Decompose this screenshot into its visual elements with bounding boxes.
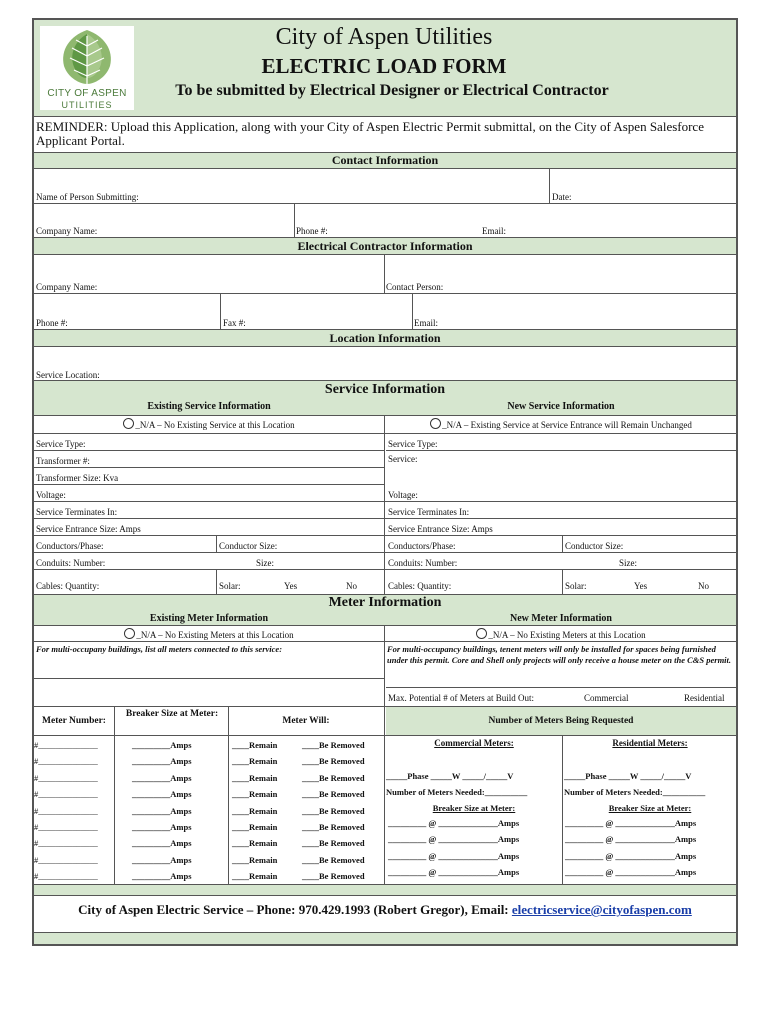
meter-remain-option[interactable]: ____Remain — [232, 871, 278, 881]
new-conduit-size-field[interactable]: Size: — [619, 558, 637, 568]
meter-be-removed-option[interactable]: ____Be Removed — [302, 740, 365, 750]
meter-be-removed-option[interactable]: ____Be Removed — [302, 806, 365, 816]
meter-be-removed-option[interactable]: ____Be Removed — [302, 789, 365, 799]
commercial-breaker-field[interactable]: _________ @ ______________Amps — [388, 866, 520, 877]
footer-contact — [34, 902, 736, 918]
col-number-requested: Number of Meters Being Requested — [488, 716, 634, 726]
new-meter-na-radio[interactable] — [476, 628, 487, 639]
new-meter-heading: New Meter Information — [509, 613, 612, 624]
meter-remain-option[interactable]: ____Remain — [232, 806, 278, 816]
breaker-amps-field[interactable]: _________Amps — [132, 756, 192, 766]
commercial-breaker-heading: Breaker Size at Meter: — [432, 803, 516, 813]
existing-service-type-field[interactable]: Service Type: — [36, 439, 86, 449]
new-service-na-label: _N/A – Existing Service at Service Entrance will Remain Unchanged — [442, 420, 692, 430]
meter-number-field[interactable]: #______________ — [34, 838, 98, 848]
new-service-terminates-field[interactable]: Service Terminates In: — [388, 507, 470, 517]
contractor-fax-field[interactable]: Fax #: — [223, 318, 246, 328]
existing-transformer-number-field[interactable]: Transformer #: — [36, 456, 90, 466]
residential-breaker-field[interactable]: _________ @ ______________Amps — [565, 850, 697, 861]
service-section-header — [34, 380, 736, 416]
new-conduits-number-field[interactable]: Conduits: Number: — [388, 558, 458, 568]
aspen-leaf-icon — [40, 26, 134, 88]
meter-remain-option[interactable]: ____Remain — [232, 838, 278, 848]
breaker-amps-field[interactable]: _________Amps — [132, 822, 192, 832]
new-service-entrance-field[interactable]: Service Entrance Size: Amps — [388, 524, 493, 534]
footer-bottom-fill — [34, 933, 736, 946]
commercial-breaker-field[interactable]: _________ @ ______________Amps — [388, 834, 520, 845]
city-logo — [40, 26, 134, 110]
location-section-heading: Location Information — [34, 329, 736, 347]
form-subtitle: ELECTRIC LOAD FORM — [261, 54, 507, 78]
existing-cables-quantity-field[interactable]: Cables: Quantity: — [36, 581, 100, 591]
max-residential-field[interactable]: Residential — [684, 693, 725, 703]
existing-service-heading: Existing Service Information — [147, 401, 271, 412]
meter-number-field[interactable]: #______________ — [34, 756, 98, 766]
contractor-section-heading: Electrical Contractor Information — [34, 237, 736, 255]
new-service-field[interactable]: Service: — [388, 454, 418, 464]
new-service-heading: New Service Information — [507, 401, 615, 412]
existing-service-entrance-field[interactable]: Service Entrance Size: Amps — [36, 524, 141, 534]
contractor-phone-field[interactable]: Phone #: — [36, 318, 68, 328]
footer-top-fill — [34, 885, 736, 895]
breaker-amps-field[interactable]: _________Amps — [132, 838, 192, 848]
new-solar-no-option[interactable]: No — [698, 581, 709, 591]
existing-conduit-size-field[interactable]: Size: — [256, 558, 274, 568]
residential-meters-heading: Residential Meters: — [612, 738, 688, 748]
commercial-breaker-field[interactable]: _________ @ ______________Amps — [388, 818, 520, 828]
commercial-meters-needed-field[interactable]: Number of Meters Needed:__________ — [386, 787, 528, 797]
form-title: City of Aspen Utilities — [275, 24, 493, 50]
max-potential-meters-label: Max. Potential # of Meters at Build Out: — [388, 693, 534, 703]
commercial-meters-heading: Commercial Meters: — [434, 738, 514, 748]
existing-meter-note: For multi-occupany buildings, list all meters connected to this service: — [36, 644, 283, 654]
electric-load-form — [32, 18, 738, 946]
new-conductor-size-field[interactable]: Conductor Size: — [565, 541, 624, 551]
meter-remain-option[interactable]: ____Remain — [232, 773, 278, 783]
commercial-phase-field[interactable]: _____Phase _____W _____/_____V — [386, 771, 514, 781]
footer-email-link[interactable]: electricservice@cityofaspen.com — [511, 902, 692, 917]
meter-number-field[interactable]: #______________ — [34, 871, 98, 881]
residential-breaker-field[interactable]: _________ @ ______________Amps — [565, 818, 697, 828]
logo-line-2: UTILITIES — [61, 100, 113, 110]
form-header — [34, 20, 736, 117]
logo-line-1: CITY OF ASPEN — [47, 88, 127, 99]
meter-be-removed-option[interactable]: ____Be Removed — [302, 756, 365, 766]
existing-solar-label: Solar: — [219, 581, 241, 591]
existing-conduits-number-field[interactable]: Conduits: Number: — [36, 558, 106, 568]
meter-number-field[interactable]: #______________ — [34, 822, 98, 832]
new-cables-quantity-field[interactable]: Cables: Quantity: — [388, 581, 452, 591]
commercial-breaker-field[interactable]: _________ @ ______________Amps — [388, 850, 520, 861]
col-breaker-size: Breaker Size at Meter: — [125, 709, 219, 719]
residential-phase-field[interactable]: _____Phase _____W _____/_____V — [564, 771, 692, 781]
existing-meter-na-radio[interactable] — [124, 628, 135, 639]
existing-voltage-field[interactable]: Voltage: — [36, 490, 66, 500]
breaker-amps-field[interactable]: _________Amps — [132, 773, 192, 783]
new-solar-label: Solar: — [565, 581, 587, 591]
existing-meter-heading: Existing Meter Information — [149, 613, 269, 624]
form-tagline: To be submitted by Electrical Designer or Electrical Contractor — [175, 82, 609, 99]
existing-service-na-option[interactable] — [34, 418, 384, 430]
meter-remain-option[interactable]: ____Remain — [232, 822, 278, 832]
breaker-amps-field[interactable]: _________Amps — [132, 855, 192, 865]
residential-breaker-field[interactable]: _________ @ ______________Amps — [565, 866, 697, 877]
new-service-type-field[interactable]: Service Type: — [388, 439, 438, 449]
breaker-amps-field[interactable]: _________Amps — [132, 740, 192, 750]
new-conductors-phase-field[interactable]: Conductors/Phase: — [388, 541, 456, 551]
meter-number-field[interactable]: #______________ — [34, 740, 98, 750]
existing-meter-na-option[interactable] — [34, 628, 384, 640]
col-meter-will: Meter Will: — [282, 716, 330, 726]
existing-transformer-size-field[interactable]: Transformer Size: Kva — [36, 473, 119, 483]
meter-remain-option[interactable]: ____Remain — [232, 740, 278, 750]
new-meter-na-label: _N/A – No Existing Meters at this Location — [488, 630, 646, 640]
reminder-text: REMINDER: Upload this Application, along with your City of Aspen Electric Permit submittal, on the City of Aspen Salesforce Applicant Portal. — [36, 119, 704, 148]
meter-number-field[interactable]: #______________ — [34, 789, 98, 799]
new-meter-na-option[interactable] — [386, 628, 736, 640]
meter-remain-option[interactable]: ____Remain — [232, 789, 278, 799]
residential-breaker-field[interactable]: _________ @ ______________Amps — [565, 834, 697, 845]
existing-service-na-label: _N/A – No Existing Service at this Location — [135, 420, 295, 430]
meter-number-field[interactable]: #______________ — [34, 855, 98, 865]
breaker-amps-field[interactable]: _________Amps — [132, 789, 192, 799]
meter-number-field[interactable]: #______________ — [34, 773, 98, 783]
contractor-email-field[interactable]: Email: — [414, 318, 438, 328]
breaker-amps-field[interactable]: _________Amps — [132, 806, 192, 816]
contractor-company-field[interactable]: Company Name: — [36, 282, 98, 292]
existing-conductors-phase-field[interactable]: Conductors/Phase: — [36, 541, 104, 551]
existing-solar-no-option[interactable]: No — [346, 581, 357, 591]
new-service-na-option[interactable] — [386, 418, 736, 430]
meter-be-removed-option[interactable]: ____Be Removed — [302, 838, 365, 848]
col-meter-number: Meter Number: — [42, 716, 106, 726]
service-location-field[interactable]: Service Location: — [36, 370, 100, 380]
meter-be-removed-option[interactable]: ____Be Removed — [302, 871, 365, 881]
contractor-contact-field[interactable]: Contact Person: — [386, 282, 444, 292]
service-section-heading: Service Information — [324, 382, 446, 397]
name-of-person-field[interactable]: Name of Person Submitting: — [36, 192, 139, 202]
existing-service-terminates-field[interactable]: Service Terminates In: — [36, 507, 118, 517]
contact-section-heading: Contact Information — [34, 152, 736, 169]
contact-email-field[interactable]: Email: — [482, 226, 506, 236]
meter-be-removed-option[interactable]: ____Be Removed — [302, 773, 365, 783]
meter-remain-option[interactable]: ____Remain — [232, 855, 278, 865]
contact-date-field[interactable]: Date: — [552, 192, 572, 202]
meter-number-field[interactable]: #______________ — [34, 806, 98, 816]
meter-section-heading: Meter Information — [328, 595, 442, 610]
new-solar-yes-option[interactable]: Yes — [634, 581, 648, 591]
meter-be-removed-option[interactable]: ____Be Removed — [302, 855, 365, 865]
new-voltage-field[interactable]: Voltage: — [388, 490, 418, 500]
max-commercial-field[interactable]: Commercial — [584, 693, 629, 703]
existing-solar-yes-option[interactable]: Yes — [284, 581, 298, 591]
meter-be-removed-option[interactable]: ____Be Removed — [302, 822, 365, 832]
breaker-amps-field[interactable]: _________Amps — [132, 871, 192, 881]
contact-phone-field[interactable]: Phone #: — [296, 226, 328, 236]
meter-section-header — [34, 594, 736, 626]
contact-company-field[interactable]: Company Name: — [36, 226, 98, 236]
new-meter-note: For multi-occupancy buildings, tenent meters will only be installed for spaces being furnished under this permit. Core and Shell only projects will only receive a house meter on the C&S permit. — [387, 644, 732, 665]
new-service-na-radio[interactable] — [430, 418, 441, 429]
meter-remain-option[interactable]: ____Remain — [232, 756, 278, 766]
existing-conductor-size-field[interactable]: Conductor Size: — [219, 541, 278, 551]
residential-meters-needed-field[interactable]: Number of Meters Needed:__________ — [564, 787, 706, 797]
existing-service-na-radio[interactable] — [123, 418, 134, 429]
footer-text: City of Aspen Electric Service – Phone: 970.429.1993 (Robert Gregor), Email: — [78, 902, 509, 917]
existing-meter-na-label: _N/A – No Existing Meters at this Location — [136, 630, 294, 640]
residential-breaker-heading: Breaker Size at Meter: — [608, 803, 692, 813]
